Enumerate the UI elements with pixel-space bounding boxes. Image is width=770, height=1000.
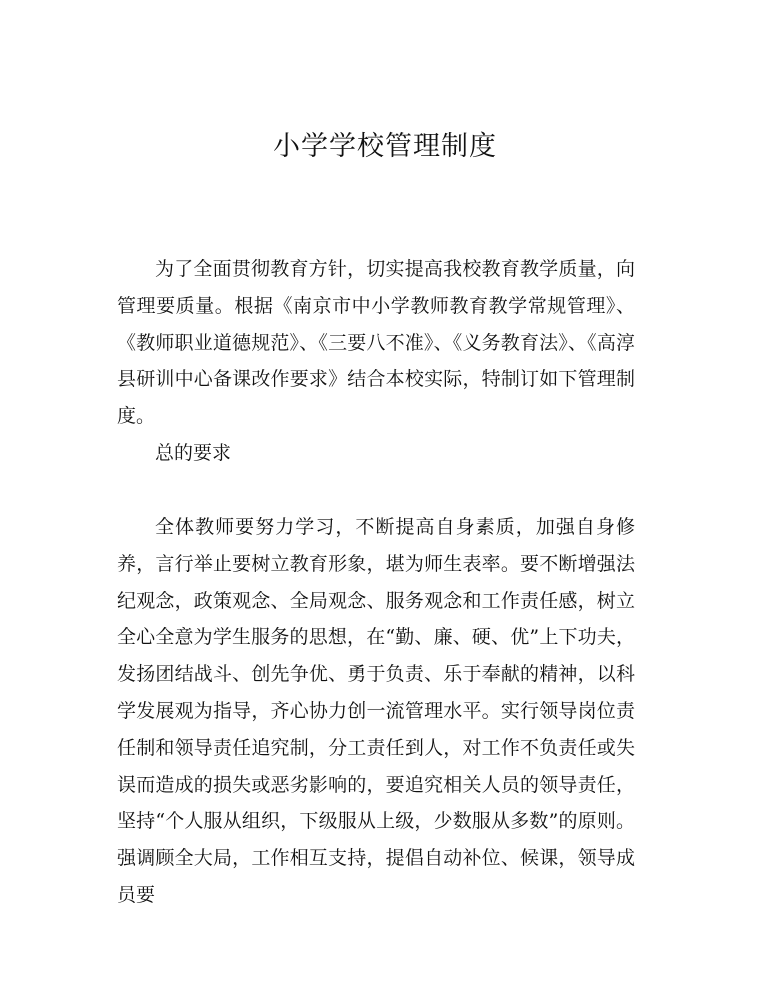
document-title: 小学学校管理制度 (273, 131, 497, 162)
section-heading-general-requirements: 总的要求 (155, 442, 232, 464)
intro-paragraph: 为了全面贯彻教育方针，切实提高我校教育教学质量，向管理要质量。根据《南京市中小学教师教育教学常规管理》、《教师职业道德规范》、《三要八不准》、《义务教育法》、《高淳县研训中心备课改作要求》结合本校实际，特制订如下管理制度。 (117, 258, 635, 428)
general-requirements-paragraph: 全体教师要努力学习，不断提高自身素质，加强自身修养，言行举止要树立教育形象，堪为师生表率。要不断增强法纪观念，政策观念、全局观念、服务观念和工作责任感，树立全心全意为学生服务的思想，在“勤、廉、硬、优”上下功夫，发扬团结战斗、创先争优、勇于负责、乐于奉献的精神，以科学发展观为指导，齐心协力创一流管理水平。实行领导岗位责任制和领导责任追究制，分工责任到人，对工作不负责任或失误而造成的损失或恶劣影响的，要追究相关人员的领导责任，坚持“个人服从组织，下级服从上级，少数服从多数”的原则。强调顾全大局，工作相互支持，提倡自动补位、候课，领导成员要 (117, 516, 635, 906)
